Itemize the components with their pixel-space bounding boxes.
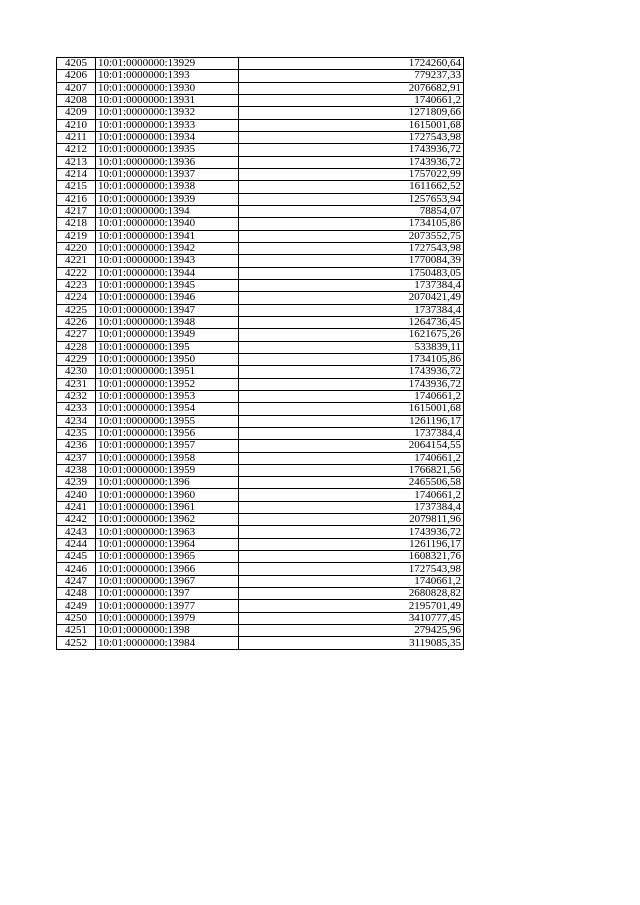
- cadastral-number-cell: 10:01:0000000:13937: [96, 168, 239, 180]
- cadastral-number-cell: 10:01:0000000:13964: [96, 538, 239, 550]
- table-row: [57, 538, 464, 550]
- row-number-cell: 4225: [57, 304, 96, 316]
- value-cell: 2070421,49: [239, 292, 464, 304]
- value-cell: 1724260,64: [239, 58, 464, 70]
- cadastral-number-cell: 10:01:0000000:13962: [96, 514, 239, 526]
- row-number-cell: 4228: [57, 341, 96, 353]
- cadastral-number-cell: 10:01:0000000:13965: [96, 551, 239, 563]
- row-number-cell: 4250: [57, 612, 96, 624]
- table-row: [57, 193, 464, 205]
- row-number-cell: 4211: [57, 131, 96, 143]
- value-cell: 2465506,58: [239, 477, 464, 489]
- cadastral-number-cell: 10:01:0000000:13935: [96, 144, 239, 156]
- table-row: [57, 255, 464, 267]
- cadastral-number-cell: 10:01:0000000:13979: [96, 612, 239, 624]
- table-row: [57, 279, 464, 291]
- row-number-cell: 4209: [57, 107, 96, 119]
- cadastral-number-cell: 10:01:0000000:13950: [96, 353, 239, 365]
- row-number-cell: 4214: [57, 168, 96, 180]
- value-cell: 1611662,52: [239, 181, 464, 193]
- value-cell: 3410777,45: [239, 612, 464, 624]
- value-cell: 1727543,98: [239, 131, 464, 143]
- row-number-cell: 4246: [57, 563, 96, 575]
- table-row: [57, 107, 464, 119]
- cadastral-number-cell: 10:01:0000000:13940: [96, 218, 239, 230]
- row-number-cell: 4207: [57, 82, 96, 94]
- table-row: [57, 316, 464, 328]
- cadastral-number-cell: 10:01:0000000:13932: [96, 107, 239, 119]
- table-row: [57, 329, 464, 341]
- row-number-cell: 4227: [57, 329, 96, 341]
- row-number-cell: 4244: [57, 538, 96, 550]
- value-cell: 1740661,2: [239, 489, 464, 501]
- row-number-cell: 4248: [57, 588, 96, 600]
- table-row: [57, 168, 464, 180]
- table-row: [57, 625, 464, 637]
- cadastral-number-cell: 10:01:0000000:13957: [96, 440, 239, 452]
- value-cell: 1737384,4: [239, 304, 464, 316]
- cadastral-number-cell: 10:01:0000000:13955: [96, 415, 239, 427]
- table-row: [57, 637, 464, 649]
- row-number-cell: 4220: [57, 242, 96, 254]
- value-cell: 1770084,39: [239, 255, 464, 267]
- cadastral-number-cell: 10:01:0000000:13959: [96, 464, 239, 476]
- value-cell: 2073552,75: [239, 230, 464, 242]
- table-row: [57, 612, 464, 624]
- table-row: [57, 588, 464, 600]
- table-row: [57, 230, 464, 242]
- cadastral-number-cell: 10:01:0000000:13936: [96, 156, 239, 168]
- value-cell: 1750483,05: [239, 267, 464, 279]
- row-number-cell: 4226: [57, 316, 96, 328]
- cadastral-number-cell: 10:01:0000000:13941: [96, 230, 239, 242]
- table-row: [57, 119, 464, 131]
- cadastral-number-cell: 10:01:0000000:13946: [96, 292, 239, 304]
- row-number-cell: 4238: [57, 464, 96, 476]
- row-number-cell: 4232: [57, 390, 96, 402]
- cadastral-number-cell: 10:01:0000000:13947: [96, 304, 239, 316]
- table-row: [57, 563, 464, 575]
- value-cell: 2064154,55: [239, 440, 464, 452]
- cadastral-number-cell: 10:01:0000000:13953: [96, 390, 239, 402]
- value-cell: 2076682,91: [239, 82, 464, 94]
- cadastral-number-cell: 10:01:0000000:13977: [96, 600, 239, 612]
- value-cell: 533839,11: [239, 341, 464, 353]
- table-row: [57, 82, 464, 94]
- value-cell: 2079811,96: [239, 514, 464, 526]
- row-number-cell: 4210: [57, 119, 96, 131]
- table-row: [57, 575, 464, 587]
- value-cell: 1261196,17: [239, 415, 464, 427]
- row-number-cell: 4223: [57, 279, 96, 291]
- table-row: [57, 144, 464, 156]
- table-row: [57, 205, 464, 217]
- row-number-cell: 4242: [57, 514, 96, 526]
- row-number-cell: 4208: [57, 94, 96, 106]
- cadastral-number-cell: 10:01:0000000:13939: [96, 193, 239, 205]
- cadastral-number-cell: 10:01:0000000:13934: [96, 131, 239, 143]
- cadastral-number-cell: 10:01:0000000:13984: [96, 637, 239, 649]
- value-cell: 279425,96: [239, 625, 464, 637]
- table-row: [57, 514, 464, 526]
- value-cell: 1727543,98: [239, 563, 464, 575]
- row-number-cell: 4249: [57, 600, 96, 612]
- value-cell: 1261196,17: [239, 538, 464, 550]
- cadastral-number-cell: 10:01:0000000:13942: [96, 242, 239, 254]
- cadastral-number-cell: 10:01:0000000:13929: [96, 58, 239, 70]
- table-row: [57, 477, 464, 489]
- row-number-cell: 4206: [57, 70, 96, 82]
- table-row: [57, 403, 464, 415]
- table-row: [57, 415, 464, 427]
- cadastral-number-cell: 10:01:0000000:13938: [96, 181, 239, 193]
- cadastral-number-cell: 10:01:0000000:13933: [96, 119, 239, 131]
- row-number-cell: 4241: [57, 501, 96, 513]
- row-number-cell: 4205: [57, 58, 96, 70]
- value-cell: 1743936,72: [239, 366, 464, 378]
- table-row: [57, 452, 464, 464]
- row-number-cell: 4247: [57, 575, 96, 587]
- cadastral-number-cell: 10:01:0000000:1396: [96, 477, 239, 489]
- value-cell: 1740661,2: [239, 390, 464, 402]
- value-cell: 1737384,4: [239, 279, 464, 291]
- table-row: [57, 440, 464, 452]
- value-cell: 1740661,2: [239, 94, 464, 106]
- cadastral-number-cell: 10:01:0000000:13963: [96, 526, 239, 538]
- row-number-cell: 4221: [57, 255, 96, 267]
- row-number-cell: 4240: [57, 489, 96, 501]
- table-row: [57, 70, 464, 82]
- row-number-cell: 4224: [57, 292, 96, 304]
- value-cell: 1264736,45: [239, 316, 464, 328]
- table-body: [57, 58, 464, 650]
- table-row: [57, 156, 464, 168]
- value-cell: 2195701,49: [239, 600, 464, 612]
- table-row: [57, 131, 464, 143]
- value-cell: 1743936,72: [239, 156, 464, 168]
- cadastral-number-cell: 10:01:0000000:1394: [96, 205, 239, 217]
- table-row: [57, 600, 464, 612]
- value-cell: 1743936,72: [239, 526, 464, 538]
- row-number-cell: 4231: [57, 378, 96, 390]
- cadastral-number-cell: 10:01:0000000:13944: [96, 267, 239, 279]
- table-row: [57, 353, 464, 365]
- value-cell: 1740661,2: [239, 575, 464, 587]
- value-cell: 1271809,66: [239, 107, 464, 119]
- cadastral-number-cell: 10:01:0000000:13945: [96, 279, 239, 291]
- value-cell: 3119085,35: [239, 637, 464, 649]
- value-cell: 1257653,94: [239, 193, 464, 205]
- value-cell: 1615001,68: [239, 119, 464, 131]
- table-row: [57, 94, 464, 106]
- value-cell: 1743936,72: [239, 378, 464, 390]
- row-number-cell: 4234: [57, 415, 96, 427]
- cadastral-number-cell: 10:01:0000000:13930: [96, 82, 239, 94]
- cadastral-number-cell: 10:01:0000000:1397: [96, 588, 239, 600]
- row-number-cell: 4218: [57, 218, 96, 230]
- value-cell: 1737384,4: [239, 501, 464, 513]
- cadastral-number-cell: 10:01:0000000:13954: [96, 403, 239, 415]
- row-number-cell: 4216: [57, 193, 96, 205]
- cadastral-number-cell: 10:01:0000000:1398: [96, 625, 239, 637]
- value-cell: 1734105,86: [239, 353, 464, 365]
- value-cell: 1608321,76: [239, 551, 464, 563]
- row-number-cell: 4213: [57, 156, 96, 168]
- cadastral-number-cell: 10:01:0000000:13961: [96, 501, 239, 513]
- table-row: [57, 181, 464, 193]
- row-number-cell: 4245: [57, 551, 96, 563]
- value-cell: 1621675,26: [239, 329, 464, 341]
- row-number-cell: 4236: [57, 440, 96, 452]
- table-row: [57, 427, 464, 439]
- row-number-cell: 4243: [57, 526, 96, 538]
- cadastral-number-cell: 10:01:0000000:13960: [96, 489, 239, 501]
- value-cell: 78854,07: [239, 205, 464, 217]
- table-row: [57, 501, 464, 513]
- data-table: [56, 57, 464, 650]
- cadastral-number-cell: 10:01:0000000:1393: [96, 70, 239, 82]
- table-row: [57, 464, 464, 476]
- value-cell: 779237,33: [239, 70, 464, 82]
- value-cell: 1734105,86: [239, 218, 464, 230]
- value-cell: 1743936,72: [239, 144, 464, 156]
- cadastral-number-cell: 10:01:0000000:13943: [96, 255, 239, 267]
- row-number-cell: 4222: [57, 267, 96, 279]
- value-cell: 1615001,68: [239, 403, 464, 415]
- row-number-cell: 4233: [57, 403, 96, 415]
- row-number-cell: 4215: [57, 181, 96, 193]
- cadastral-number-cell: 10:01:0000000:13931: [96, 94, 239, 106]
- value-cell: 1740661,2: [239, 452, 464, 464]
- cadastral-number-cell: 10:01:0000000:13967: [96, 575, 239, 587]
- row-number-cell: 4235: [57, 427, 96, 439]
- cadastral-number-cell: 10:01:0000000:13948: [96, 316, 239, 328]
- value-cell: 2680828,82: [239, 588, 464, 600]
- row-number-cell: 4239: [57, 477, 96, 489]
- value-cell: 1757022,99: [239, 168, 464, 180]
- table-row: [57, 526, 464, 538]
- value-cell: 1766821,56: [239, 464, 464, 476]
- row-number-cell: 4251: [57, 625, 96, 637]
- cadastral-number-cell: 10:01:0000000:13966: [96, 563, 239, 575]
- row-number-cell: 4229: [57, 353, 96, 365]
- row-number-cell: 4230: [57, 366, 96, 378]
- table-row: [57, 341, 464, 353]
- document-page: [56, 57, 464, 650]
- table-row: [57, 292, 464, 304]
- cadastral-number-cell: 10:01:0000000:13956: [96, 427, 239, 439]
- table-row: [57, 242, 464, 254]
- cadastral-number-cell: 10:01:0000000:13949: [96, 329, 239, 341]
- table-row: [57, 366, 464, 378]
- cadastral-number-cell: 10:01:0000000:13951: [96, 366, 239, 378]
- row-number-cell: 4252: [57, 637, 96, 649]
- table-row: [57, 267, 464, 279]
- value-cell: 1737384,4: [239, 427, 464, 439]
- value-cell: 1727543,98: [239, 242, 464, 254]
- table-row: [57, 390, 464, 402]
- row-number-cell: 4219: [57, 230, 96, 242]
- cadastral-number-cell: 10:01:0000000:13958: [96, 452, 239, 464]
- row-number-cell: 4217: [57, 205, 96, 217]
- row-number-cell: 4212: [57, 144, 96, 156]
- table-row: [57, 378, 464, 390]
- table-row: [57, 218, 464, 230]
- cadastral-number-cell: 10:01:0000000:1395: [96, 341, 239, 353]
- table-row: [57, 58, 464, 70]
- cadastral-number-cell: 10:01:0000000:13952: [96, 378, 239, 390]
- table-row: [57, 304, 464, 316]
- row-number-cell: 4237: [57, 452, 96, 464]
- table-row: [57, 489, 464, 501]
- table-row: [57, 551, 464, 563]
